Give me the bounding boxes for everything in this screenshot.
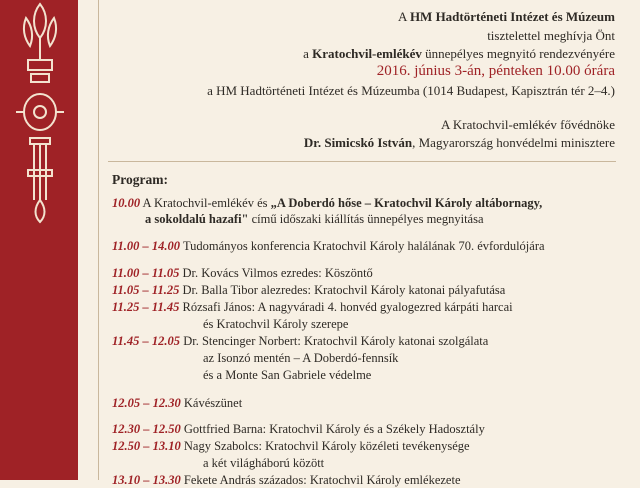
program-item-continuation: és Kratochvil Károly szerepe [203, 317, 349, 331]
patron-line: A Kratochvil-emlékév fővédnöke [441, 117, 615, 132]
program-item-continuation: a sokoldalú hazafi" című időszaki kiállítás ünnepélyes megnyitása [145, 212, 484, 226]
patron-name: Dr. Simicskó István [303, 135, 413, 150]
program-item: 12.30 – 12.50 Gottfried Barna: Kratochvil Károly és a Székely Hadosztály [112, 422, 485, 436]
program-item: 11.45 – 12.05 Dr. Stencinger Norbert: Kratochvil Károly katonai szolgálata [112, 334, 489, 348]
header-invite: tisztelettel meghívja Önt [487, 28, 615, 43]
fasces-ornament-icon [14, 0, 66, 225]
header-org-line: A HM Hadtörténeti Intézet és Múzeum [398, 9, 615, 24]
program-item: 11.00 – 14.00 Tudományos konferencia Kratochvil Károly halálának 70. évfordulójára [112, 239, 545, 253]
patron-name-line: Dr. Simicskó István, Magyarország honvédelmi minisztere [303, 135, 615, 150]
program-item: 10.00 A Kratochvil-emlékév és „A Doberdó hőse – Kratochvil Károly altábornagy, [112, 196, 543, 210]
org-name: HM Hadtörténeti Intézet és Múzeum [409, 9, 615, 24]
program-heading: Program: [112, 172, 168, 187]
program-item-continuation: a két világháború között [203, 456, 325, 470]
program-item: 11.25 – 11.45 Rózsafi János: A nagyváradi 4. honvéd gyalogezred kárpáti harcai [112, 300, 513, 314]
program-item: 12.05 – 12.30 Kávészünet [112, 396, 243, 410]
program-item: 12.50 – 13.10 Nagy Szabolcs: Kratochvil Károly közéleti tevékenysége [112, 439, 470, 453]
program-item: 11.00 – 11.05 Dr. Kovács Vilmos ezredes: Köszöntő [112, 266, 373, 280]
program-item: 11.05 – 11.25 Dr. Balla Tibor alezredes: Kratochvil Károly katonai pályafutása [112, 283, 506, 297]
event-name: Kratochvil-emlékév [312, 46, 422, 61]
red-sidebar [0, 0, 78, 480]
program-item: 13.10 – 13.30 Fekete András százados: Kratochvil Károly emlékezete [112, 473, 461, 487]
header-event-line: a Kratochvil-emlékév ünnepélyes megnyitó rendezvényére [303, 46, 615, 61]
program-item-continuation: és a Monte San Gabriele védelme [203, 368, 372, 382]
program-item-continuation: az Isonzó mentén – A Doberdó-fennsík [203, 351, 399, 365]
event-venue: a HM Hadtörténeti Intézet és Múzeumba (1014 Budapest, Kapisztrán tér 2–4.) [207, 83, 615, 98]
event-date: 2016. június 3-án, pénteken 10.00 órára [376, 63, 615, 79]
section-divider [108, 161, 616, 162]
page-border-line [98, 0, 99, 480]
